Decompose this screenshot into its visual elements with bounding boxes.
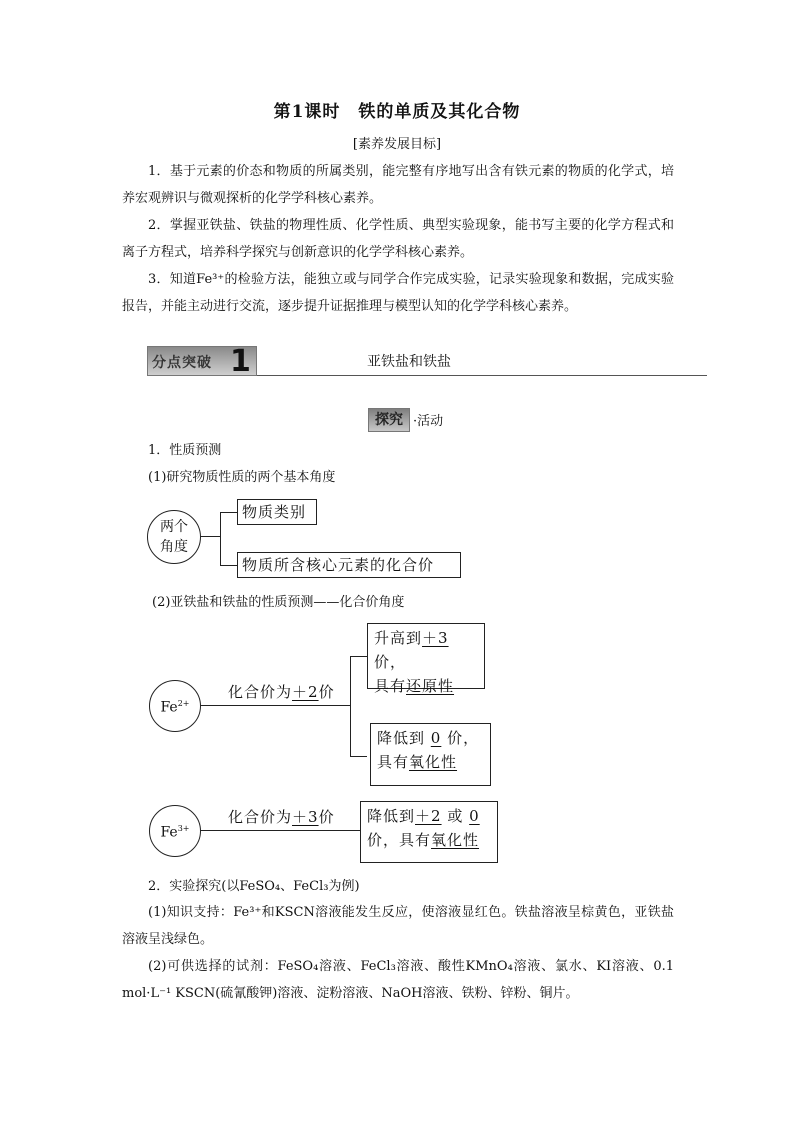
- connector-bracket: [220, 512, 221, 565]
- circle-two-angles: [147, 510, 201, 564]
- connector-line: [220, 565, 237, 566]
- box-fe2-oxidized: 升高到＋3价， 具有还原性: [367, 623, 485, 689]
- goal-1: 1．基于元素的价态和物质的所属类别，能完整有序地写出含有铁元素的物质的化学式，培养宏观辨识与微观探析的化学学科核心素养。: [122, 164, 674, 206]
- fe3-connector: [200, 830, 360, 831]
- goal-2: 2．掌握亚铁盐、铁盐的物理性质、化学性质、典型实验现象，能书写主要的化学方程式和离子方程式，培养科学探究与创新意识的化学学科核心素养。: [122, 218, 674, 260]
- box-substance-category: 物质类别: [237, 499, 317, 525]
- fe2-symbol: Fe: [160, 699, 178, 716]
- circle-fe3: [149, 805, 201, 857]
- circle-text-line-1: 两个: [160, 519, 188, 535]
- section-badge: [147, 344, 257, 379]
- box-core-element-valence: 物质所含核心元素的化合价: [237, 552, 461, 578]
- item-1-1-heading: (1)研究物质性质的两个基本角度: [148, 470, 336, 485]
- item-2-1-text: (1)知识支持：Fe³⁺和KSCN溶液能发生反应，使溶液显红色。铁盐溶液呈棕黄色，亚铁盐溶液呈浅绿色。: [122, 905, 674, 947]
- fe3-property: 氧化性: [431, 831, 480, 849]
- section-badge-text: 分点突破: [152, 355, 212, 371]
- fe2-valence-label: 化合价为＋2价: [228, 683, 335, 701]
- item-1-2-heading: (2)亚铁盐和铁盐的性质预测——化合价角度: [152, 595, 405, 610]
- section-header: [147, 345, 707, 377]
- fe3-value-2: 0: [469, 807, 480, 825]
- box-fe2-reduced: 降低到 0 价， 具有氧化性: [370, 723, 491, 786]
- fe2-branch-down: [350, 756, 367, 757]
- fe2-up-property: 还原性: [406, 677, 455, 695]
- explore-tag: 探究: [368, 408, 410, 432]
- item-1-heading: 1．性质预测: [148, 443, 222, 458]
- fe2-down-property: 氧化性: [409, 753, 458, 771]
- fe2-down-value: 0: [430, 729, 442, 747]
- connector-line: [200, 536, 220, 537]
- fe2-branch-up: [350, 656, 367, 657]
- page-title: 第1课时 铁的单质及其化合物: [273, 102, 521, 122]
- fe2-up-value: ＋3: [422, 629, 449, 647]
- goals-heading: [素养发展目标]: [352, 137, 442, 152]
- fe2-connector: [200, 705, 350, 706]
- fe3-valence-label: 化合价为＋3价: [228, 808, 335, 826]
- circle-text-line-2: 角度: [160, 539, 188, 555]
- goal-3: 3．知道Fe³⁺的检验方法，能独立或与同学合作完成实验，记录实验现象和数据，完成实验报告，并能主动进行交流，逐步提升证据推理与模型认知的化学学科核心素养。: [122, 272, 674, 314]
- fe2-valence-value: ＋2: [292, 683, 319, 701]
- section-badge-number: 1: [230, 344, 251, 379]
- item-2-heading: 2．实验探究(以FeSO₄、FeCl₃为例): [148, 879, 360, 894]
- item-2-2-text: (2)可供选择的试剂：FeSO₄溶液、FeCl₃溶液、酸性KMnO₄溶液、氯水、KI溶液、0.1 mol·L⁻¹ KSCN(硫氰酸钾)溶液、淀粉溶液、NaOH溶液、铁粉、锌粉、铜片。: [122, 959, 674, 1001]
- fe3-valence-value: ＋3: [292, 808, 319, 826]
- circle-fe2: [149, 680, 201, 732]
- connector-line: [220, 512, 237, 513]
- section-heading: 亚铁盐和铁盐: [367, 354, 451, 370]
- fe2-bracket: [350, 656, 351, 756]
- box-fe3-reduced: 降低到＋2 或 0 价，具有氧化性: [360, 801, 498, 863]
- fe3-value-1: ＋2: [415, 807, 442, 825]
- fe3-charge: 3+: [177, 824, 190, 834]
- fe2-charge: 2+: [177, 699, 190, 709]
- fe3-symbol: Fe: [160, 824, 178, 841]
- section-divider: [257, 375, 707, 376]
- explore-text: ·活动: [413, 414, 444, 429]
